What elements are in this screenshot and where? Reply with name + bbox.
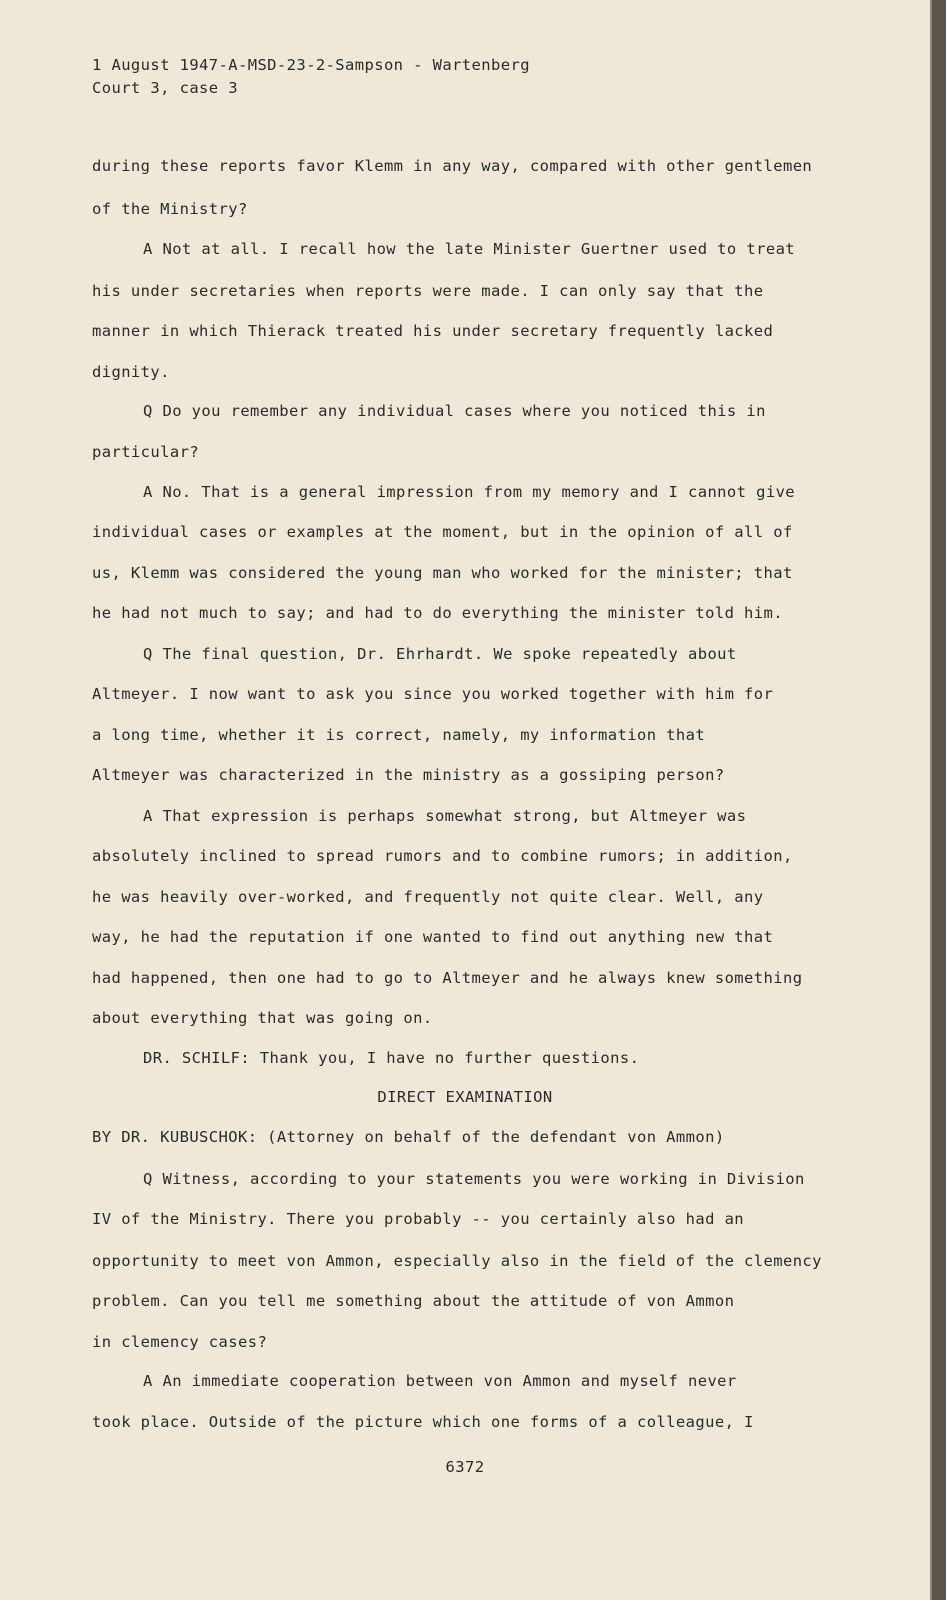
text-line: A That expression is perhaps somewhat strong, but Altmeyer was [143, 807, 747, 825]
text-line: absolutely inclined to spread rumors and to combine rumors; in addition, [92, 847, 793, 865]
text-line: he was heavily over-worked, and frequently not quite clear. Well, any [92, 888, 764, 906]
text-line: BY DR. KUBUSCHOK: (Attorney on behalf of the defendant von Ammon) [92, 1128, 725, 1146]
text-line: A An immediate cooperation between von Ammon and myself never [143, 1372, 737, 1390]
text-line: A Not at all. I recall how the late Minister Guertner used to treat [143, 240, 796, 258]
text-line: IV of the Ministry. There you probably -- you certainly also had an [92, 1210, 745, 1228]
text-line: Altmeyer was characterized in the ministry as a gossiping person? [92, 766, 725, 784]
text-line: DR. SCHILF: Thank you, I have no further questions. [143, 1049, 640, 1067]
text-line: Altmeyer. I now want to ask you since you worked together with him for [92, 685, 774, 703]
text-line: he had not much to say; and had to do everything the minister told him. [92, 604, 783, 622]
text-line: in clemency cases? [92, 1333, 268, 1351]
text-line: Q Witness, according to your statements you were working in Division [143, 1170, 805, 1188]
header-line-2: Court 3, case 3 [92, 79, 238, 97]
text-line: us, Klemm was considered the young man who worked for the minister; that [92, 564, 793, 582]
text-line: A No. That is a general impression from my memory and I cannot give [143, 483, 796, 501]
text-line: problem. Can you tell me something about the attitude of von Ammon [92, 1292, 735, 1310]
header-line-1: 1 August 1947-A-MSD-23-2-Sampson - Wartenberg [92, 56, 530, 74]
text-line: had happened, then one had to go to Altmeyer and he always knew something [92, 969, 803, 987]
text-line: individual cases or examples at the moment, but in the opinion of all of [92, 523, 793, 541]
text-line: dignity. [92, 363, 170, 381]
page-edge-shadow [932, 0, 946, 1600]
text-line: about everything that was going on. [92, 1009, 433, 1027]
page-number: 6372 [445, 1458, 485, 1476]
text-line: Q Do you remember any individual cases where you noticed this in [143, 402, 766, 420]
text-line: particular? [92, 443, 200, 461]
text-line: took place. Outside of the picture which one forms of a colleague, I [92, 1413, 754, 1431]
text-line: during these reports favor Klemm in any way, compared with other gentlemen [92, 157, 813, 175]
text-line: Q The final question, Dr. Ehrhardt. We spoke repeatedly about [143, 645, 737, 663]
text-line: of the Ministry? [92, 200, 248, 218]
text-line: his under secretaries when reports were made. I can only say that the [92, 282, 764, 300]
text-line: opportunity to meet von Ammon, especially also in the field of the clemency [92, 1252, 822, 1270]
section-heading: DIRECT EXAMINATION [377, 1088, 553, 1106]
text-line: manner in which Thierack treated his under secretary frequently lacked [92, 322, 774, 340]
text-line: a long time, whether it is correct, namely, my information that [92, 726, 706, 744]
text-line: way, he had the reputation if one wanted to find out anything new that [92, 928, 774, 946]
